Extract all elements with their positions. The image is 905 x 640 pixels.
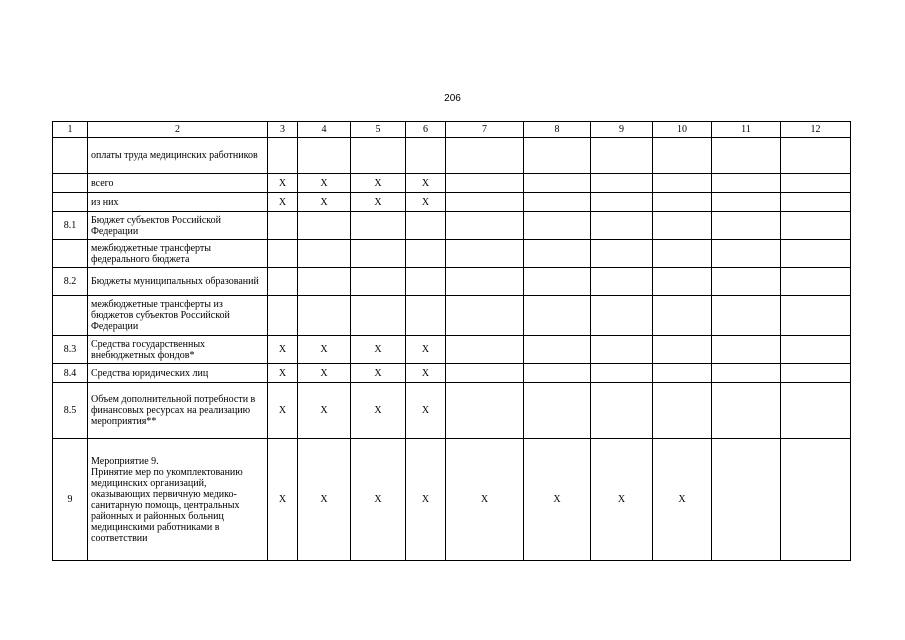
row-name-cell: Объем дополнительной потребности в финансовых ресурсах на реализацию мероприятия** — [88, 383, 268, 439]
row-name-cell: Средства государственных внебюджетных фондов* — [88, 336, 268, 364]
value-cell — [781, 268, 851, 296]
row-number-cell — [53, 296, 88, 336]
value-cell — [653, 212, 712, 240]
table-row — [53, 268, 851, 296]
value-cell: X — [298, 193, 351, 212]
value-cell — [446, 336, 524, 364]
header-cell: 2 — [88, 122, 268, 138]
financing-table — [52, 121, 851, 561]
table-row — [53, 138, 851, 174]
value-cell: X — [351, 174, 406, 193]
value-cell — [446, 212, 524, 240]
value-cell: X — [268, 174, 298, 193]
row-name-cell: Бюджет субъектов Российской Федерации — [88, 212, 268, 240]
value-cell — [351, 138, 406, 174]
value-cell: X — [268, 383, 298, 439]
value-cell — [591, 336, 653, 364]
row-number-cell: 9 — [53, 439, 88, 561]
row-name-cell: межбюджетные трансферты из бюджетов субъектов Российской Федерации — [88, 296, 268, 336]
value-cell — [524, 336, 591, 364]
value-cell — [406, 212, 446, 240]
value-cell — [446, 296, 524, 336]
value-cell — [268, 296, 298, 336]
value-cell: X — [298, 439, 351, 561]
value-cell — [712, 364, 781, 383]
row-number-cell: 8.2 — [53, 268, 88, 296]
value-cell — [446, 240, 524, 268]
value-cell — [351, 212, 406, 240]
value-cell: X — [524, 439, 591, 561]
value-cell — [446, 174, 524, 193]
table-row — [53, 383, 851, 439]
value-cell: X — [298, 383, 351, 439]
value-cell: X — [406, 439, 446, 561]
value-cell — [351, 268, 406, 296]
value-cell — [653, 240, 712, 268]
value-cell — [524, 268, 591, 296]
value-cell: X — [351, 439, 406, 561]
row-name-cell: Средства юридических лиц — [88, 364, 268, 383]
table-row — [53, 240, 851, 268]
value-cell — [781, 383, 851, 439]
value-cell: X — [268, 336, 298, 364]
value-cell — [524, 174, 591, 193]
value-cell — [298, 138, 351, 174]
row-number-cell: 8.1 — [53, 212, 88, 240]
value-cell: X — [406, 336, 446, 364]
value-cell — [712, 296, 781, 336]
value-cell: X — [653, 439, 712, 561]
value-cell: X — [268, 439, 298, 561]
value-cell — [781, 336, 851, 364]
value-cell: X — [446, 439, 524, 561]
table-row — [53, 296, 851, 336]
header-cell: 9 — [591, 122, 653, 138]
value-cell — [712, 383, 781, 439]
value-cell: X — [298, 174, 351, 193]
row-number-cell — [53, 240, 88, 268]
value-cell: X — [268, 364, 298, 383]
table-row — [53, 212, 851, 240]
header-cell: 11 — [712, 122, 781, 138]
value-cell: X — [406, 193, 446, 212]
value-cell — [653, 336, 712, 364]
value-cell — [591, 383, 653, 439]
value-cell — [653, 193, 712, 212]
value-cell — [591, 240, 653, 268]
value-cell: X — [591, 439, 653, 561]
value-cell: X — [406, 383, 446, 439]
header-cell: 10 — [653, 122, 712, 138]
value-cell — [446, 364, 524, 383]
value-cell: X — [268, 193, 298, 212]
value-cell — [712, 439, 781, 561]
value-cell — [298, 268, 351, 296]
header-cell: 12 — [781, 122, 851, 138]
value-cell — [406, 240, 446, 268]
value-cell — [446, 268, 524, 296]
row-number-cell: 8.4 — [53, 364, 88, 383]
value-cell — [268, 212, 298, 240]
value-cell — [298, 296, 351, 336]
row-name-cell: всего — [88, 174, 268, 193]
value-cell — [781, 364, 851, 383]
value-cell — [591, 193, 653, 212]
header-cell: 1 — [53, 122, 88, 138]
value-cell: X — [406, 174, 446, 193]
table-row — [53, 174, 851, 193]
value-cell: X — [351, 336, 406, 364]
value-cell — [781, 174, 851, 193]
page-number: 206 — [444, 93, 461, 104]
header-cell: 4 — [298, 122, 351, 138]
header-cell: 5 — [351, 122, 406, 138]
value-cell — [653, 364, 712, 383]
value-cell: X — [298, 364, 351, 383]
value-cell — [446, 383, 524, 439]
row-name-cell: из них — [88, 193, 268, 212]
row-number-cell: 8.3 — [53, 336, 88, 364]
row-name-cell: Мероприятие 9. Принятие мер по укомплектованию медицинских организаций, оказывающих первичную медико-санитарную помощь, центральных районных и районных больниц медицинскими работниками в соответствии — [88, 439, 268, 561]
value-cell — [524, 240, 591, 268]
value-cell — [712, 138, 781, 174]
value-cell — [591, 364, 653, 383]
value-cell — [712, 268, 781, 296]
value-cell — [268, 240, 298, 268]
value-cell — [591, 174, 653, 193]
value-cell — [591, 268, 653, 296]
value-cell: X — [351, 383, 406, 439]
value-cell — [653, 174, 712, 193]
header-cell: 6 — [406, 122, 446, 138]
value-cell — [406, 268, 446, 296]
value-cell — [406, 296, 446, 336]
header-cell: 3 — [268, 122, 298, 138]
value-cell — [781, 296, 851, 336]
value-cell — [298, 212, 351, 240]
value-cell — [653, 138, 712, 174]
value-cell — [653, 268, 712, 296]
value-cell — [524, 296, 591, 336]
value-cell — [712, 336, 781, 364]
row-number-cell — [53, 174, 88, 193]
value-cell — [712, 240, 781, 268]
value-cell — [591, 212, 653, 240]
value-cell — [268, 138, 298, 174]
value-cell — [524, 364, 591, 383]
value-cell: X — [351, 193, 406, 212]
header-cell: 8 — [524, 122, 591, 138]
value-cell — [653, 383, 712, 439]
value-cell — [524, 138, 591, 174]
value-cell: X — [351, 364, 406, 383]
value-cell — [781, 193, 851, 212]
row-number-cell — [53, 193, 88, 212]
value-cell — [781, 240, 851, 268]
value-cell — [712, 174, 781, 193]
row-name-cell: Бюджеты муниципальных образований — [88, 268, 268, 296]
value-cell — [653, 296, 712, 336]
value-cell — [351, 296, 406, 336]
value-cell — [298, 240, 351, 268]
value-cell — [524, 383, 591, 439]
value-cell — [351, 240, 406, 268]
row-name-cell: межбюджетные трансферты федерального бюджета — [88, 240, 268, 268]
header-row — [53, 122, 851, 138]
row-number-cell: 8.5 — [53, 383, 88, 439]
value-cell — [712, 212, 781, 240]
table-row — [53, 336, 851, 364]
row-name-cell: оплаты труда медицинских работников — [88, 138, 268, 174]
value-cell — [446, 193, 524, 212]
header-cell: 7 — [446, 122, 524, 138]
value-cell — [712, 193, 781, 212]
value-cell — [406, 138, 446, 174]
table-row — [53, 364, 851, 383]
value-cell — [781, 439, 851, 561]
table-row — [53, 439, 851, 561]
value-cell — [524, 193, 591, 212]
value-cell — [268, 268, 298, 296]
value-cell — [524, 212, 591, 240]
value-cell: X — [406, 364, 446, 383]
value-cell — [781, 212, 851, 240]
value-cell — [781, 138, 851, 174]
row-number-cell — [53, 138, 88, 174]
value-cell — [591, 296, 653, 336]
table-row — [53, 193, 851, 212]
value-cell — [446, 138, 524, 174]
value-cell — [591, 138, 653, 174]
value-cell: X — [298, 336, 351, 364]
